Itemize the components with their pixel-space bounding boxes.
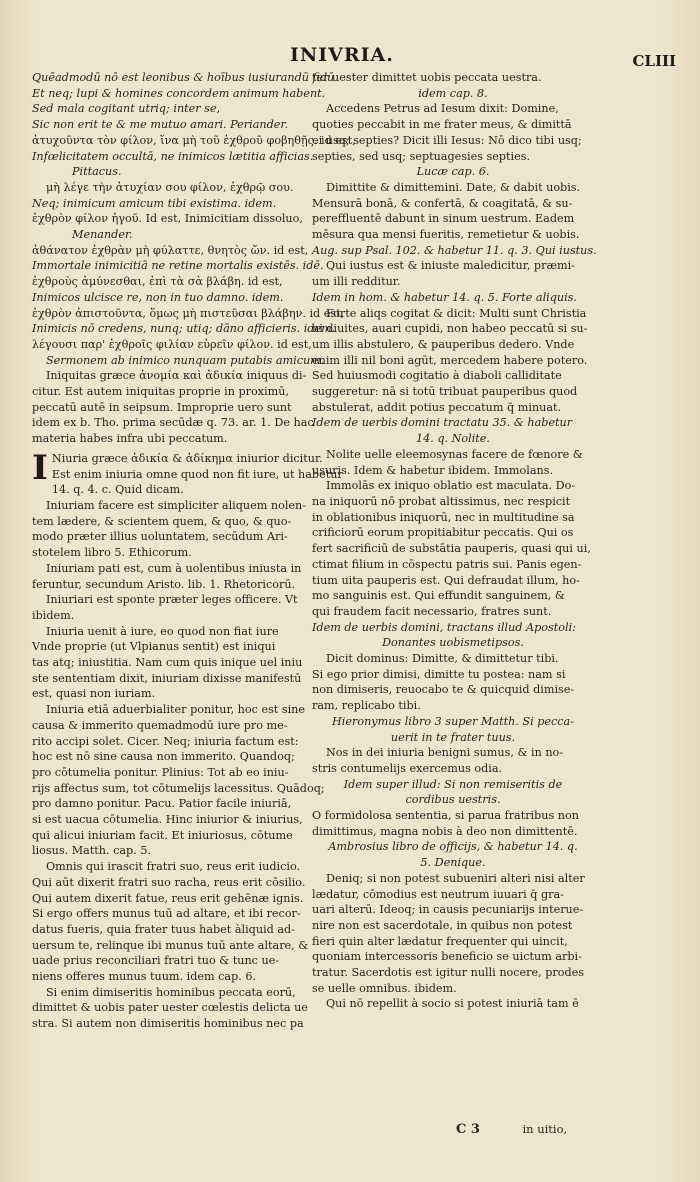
text-line: ctimat filium in cōspectu patris sui. Panis egen- [312,557,582,571]
text-line: feruntur, secundum Aristo. lib. 1. Rhetoricorū. [32,577,296,591]
text-line: mo sanguinis est. Qui effundit sanguinem, & [312,589,565,603]
text-line: quoniam intercessoris beneficio se uictum arbi- [312,950,582,964]
text-line: Vnde proprie (ut Vlpianus sentit) est iniqui [32,640,276,654]
text-line: pereffluentē dabunt in sinum uestrum. Eadem [312,212,575,226]
text-line: Qui autem dixerit fatue, reus erit gehēnæ ignis. [32,891,304,905]
text-line: ἀτυχοῦντα τὸν φίλον, ἵνα μὴ τοῦ ἐχθροῦ φοβηθῇς. id est, [32,133,356,147]
text-line: ἐχθρὸν ἀπιστοῦντα, ὅμως μὴ πιστεῦσαι βλάβην. id est, [32,306,345,320]
text-line: usuris. Idem & habetur ibidem. Immolans. [312,463,554,477]
text-line: Immolās ex iniquo oblatio est maculata. Do- [326,479,576,493]
text-line: ἀθάνατον ἐχθρὰν μὴ φύλαττε, θνητὸς ὤν. id est, [32,243,309,257]
text-line: ibidem. [32,608,75,622]
text-line: modo præter illius uoluntatem, secūdum Ari- [32,530,288,544]
text-line: ste sententiam dixit, iniuriam dixisse manifestū [32,671,302,685]
text-line: Forte aliqs cogitat & dicit: Multi sunt Christia [326,306,587,320]
text-line: tium uita pauperis est. Qui defraudat illum, ho- [312,573,580,587]
text-line: stra. Si autem non dimiseritis hominibus nec pa [32,1017,304,1031]
text-line: stris contumelijs exercemus odia. [312,761,503,775]
text-line: um illi redditur. [312,275,401,289]
text-line: ni diuites, auari cupidi, non habeo peccatū si su- [312,322,588,336]
text-line: Qui iustus est & iniuste maledicitur, præmi- [326,259,575,273]
text-line: Deniq; si non potest subueniri alteri nisi alter [326,871,585,885]
drop-capital: I [32,447,48,488]
text-line: na iniquorū nō probat altissimus, nec respicit [312,494,571,508]
text-line: Infœlicitatem occultā, ne inimicos lætitia afficias. [32,149,314,163]
text-line: ram, replicabo tibi. [312,699,421,713]
folio-number: CLIII [632,52,676,70]
text-line: abstulerat, addit potius peccatum q̄ minuat. [312,400,562,414]
text-line-body: Niuria græce ἀδικία & ἀδίκημα iniurior dicitur. [51,451,323,465]
text-line: Omnis qui irascit fratri suo, reus erit iudicio. [46,860,301,874]
text-line: Sermonem ab inimico nunquam putabis amicum. [46,353,325,367]
text-line: 5. Denique. [420,856,486,870]
text-line: Menander. [72,228,133,242]
text-line: Idem de uerbis domini tractatu 35. & habetur [312,416,573,430]
text-line: mēsura qua mensi fueritis, remetietur & uobis. [312,228,580,242]
text-line: materia habes infra ubi peccatum. [32,432,228,446]
text-line: stotelem libro 5. Ethicorum. [32,546,192,560]
text-line: Mensurā bonā, & confertā, & coagitatā, & su- [312,196,573,210]
text-line: Et neq; lupi & homines concordem animum habent. [32,86,326,100]
text-line: Dicit dominus: Dimitte, & dimittetur tibi. [326,652,559,666]
text-line: Qui aūt dixerit fratri suo racha, reus erit cōsilio. [32,875,306,889]
text-line: non dimiseris, reuocabo te & quicquid dimise- [312,683,575,697]
text-line: qui alicui iniuriam facit. Et iniuriosus, cōtume [32,828,293,842]
text-line: crificiorū eorum propitiabitur peccatis. Qui os [312,526,574,540]
text-line: Qui nō repellit à socio si potest iniuriā tam ē [326,997,579,1011]
text-line: rito accipi solet. Cicer. Neq; iniuria factum est: [32,734,299,748]
text-line: idem ex b. Tho. prima secūdæ q. 73. ar. 1. De hac [32,416,314,430]
text-line: idem cap. 8. [418,86,488,100]
text-line: uerit in te frater tuus. [390,730,516,744]
catchword: in uitio, [522,1122,568,1136]
text-line: fieri quin alter lædatur frequenter qui uincit, [312,934,568,948]
text-line: Dimittite & dimittemini. Date, & dabit uobis. [326,180,581,194]
text-line: ἐχθροὺς ἀμύνεσθαι, ἐπὶ τὰ σὰ βλάβη. id est, [32,275,283,289]
text-line: uari alterū. Ideoq; in causis pecuniarijs interue- [312,903,584,917]
text-line: citur. Est autem iniquitas proprie in proximū, [32,385,290,399]
text-line: Sed huiusmodi cogitatio à diaboli calliditate [312,369,562,383]
text-line: Idem de uerbis domini, tractans illud Apostoli: [312,620,576,634]
text-line: datus fueris, quia frater tuus habet àliquid ad- [32,922,295,936]
right-column [312,70,597,1012]
left-column [32,70,356,1032]
text-line: hoc est nō sine causa non immerito. Quandoq; [32,750,295,764]
text-line: se uelle omnibus. ibidem. [312,981,457,995]
text-line: rijs affectus sum, tot cōtumelijs lacessitus. Quādoq; [32,781,325,795]
text-line: peccatū autē in seipsum. Improprie uero sunt [32,400,292,414]
text-line: Donantes uobismetipsos. [382,636,524,650]
text-line: uersum te, relinque ibi munus tuū ante altare, & [32,938,309,952]
text-line: λέγουσι παρ' ἐχθροῖς φιλίαν εὑρεῖν φίλον. id est, [32,337,312,351]
text-line: cordibus uestris. [405,793,501,807]
text-line: si est uacua cōtumelia. Hinc iniurior & iniurius, [32,813,303,827]
signature-mark: C 3 [456,1122,480,1137]
text-line: Pittacus. [72,165,122,179]
text-line: Lucæ cap. 6. [416,165,490,179]
text-line: Iniquitas græce ἀνομία καὶ ἀδικία iniquus di- [46,369,307,383]
text-line: 14. q. Nolite. [416,432,490,446]
text-line: Nolite uelle eleemosynas facere de fœnore & [326,447,583,461]
text-line: lædatur, cōmodius est neutrum iuuari q̄ gra- [312,887,564,901]
text-line: qui fraudem facit necessario, fratres sunt. [312,604,552,618]
text-line: 14. q. 4. c. Quid dicam. [51,483,184,497]
text-line: est, quasi non iuriam. [32,687,156,701]
text-line: Ambrosius libro de officijs, & habetur 14. q. [328,840,578,854]
text-line: tratur. Sacerdotis est igitur nulli nocere, prodes [312,966,584,980]
text-line: enim illi nil boni agūt, mercedem habere potero. [312,353,588,367]
text-line: Est enim iniuria omne quod non fit iure, ut habetur [51,467,343,481]
text-line: nire non est sacerdotale, in quibus non potest [312,918,573,932]
text-line: septies, sed usq; septuagesies septies. [312,149,531,163]
text-line: Quēadmodū nō est leonibus & hoībus iusiurandū fidū [32,71,335,84]
text-line: Idem in hom. & habetur 14. q. 5. Forte aliquis. [312,290,577,304]
text-line: Inimicis nō credens, nunq; utiq; dāno afficieris. idem. [32,322,336,336]
text-line: μὴ λέγε τὴν ἀτυχίαν σου φίλον, ἐχθρῷ σου. [46,180,294,194]
text-line: Iniuria uenit à iure, eo quod non fiat iure [46,624,279,638]
text-line: ἐχθρὸν φίλον ἡγοῦ. Id est, Inimicitiam dissoluo, [32,212,303,226]
text-line: Iniuria etiā aduerbialiter ponitur, hoc est sine [46,703,306,717]
text-line: Si ergo offers munus tuū ad altare, et ibi recor- [32,907,301,921]
text-line: O formidolosa sententia, si parua fratribus non [312,809,579,823]
text-line: uade prius reconciliari fratri tuo & tunc ue- [32,954,280,968]
text-line: causa & immerito quemadmodū iure pro me- [32,718,288,732]
signature-and-catchword [456,1122,656,1137]
text-line: Iniuriam facere est simpliciter aliquem nolen- [46,498,307,512]
page-header [0,44,700,72]
text-line: Inimicos ulcisce re, non in tuo damno. idem. [32,290,284,304]
text-line: Immortale inimicitiā ne retine mortalis existēs. idē. [32,259,324,273]
running-title: INIVRIA. [290,44,394,66]
text-line: Sed mala cogitant utriq; inter se, [32,102,221,116]
text-line: Iniuriari est sponte præter leges officere. Vt [46,593,298,607]
text-line: Iniuriam pati est, cum à uolentibus iniusta in [46,561,302,575]
text-line: um illis abstulero, & pauperibus dedero. Vnde [312,337,575,351]
text-line: tas atq; iniustitia. Nam cum quis inique uel iniu [32,656,303,670]
text-line: Idem super illud: Si non remiseritis de [343,777,563,791]
text-line: pro cōtumelia ponitur. Plinius: Tot ab eo iniu- [32,765,289,779]
text-line: quoties peccabit in me frater meus, & dimittā [312,118,572,132]
text-line: liosus. Matth. cap. 5. [32,844,152,858]
text-line: Si enim dimiseritis hominibus peccata eorū, [46,985,296,999]
text-line: tem lædere, & scientem quem, & quo, & quo- [32,514,292,528]
text-line: Si ego prior dimisi, dimitte tu postea: nam si [312,667,566,681]
text-line: dimittet & uobis pater uester cœlestis delicta ue [32,1001,308,1015]
text-line: ter uester dimittet uobis peccata uestra. [312,71,542,84]
text-line: Sic non erit te & me mutuo amari. Periander. [32,118,289,132]
text-line: Neq; inimicum amicum tibi existima. idem. [32,196,277,210]
text-line: Nos in dei iniuria benigni sumus, & in no- [326,746,564,760]
text-line: dimittimus, magna nobis à deo non dimittentē. [312,824,578,838]
text-line: Hieronymus libro 3 super Matth. Si pecca- [332,714,574,728]
text-line: niens offeres munus tuum. idem cap. 6. [32,970,257,984]
text-line: Accedens Petrus ad Iesum dixit: Domine, [326,102,559,116]
text-line: fert sacrificiū de substātia pauperis, quasi qui ui, [312,542,591,556]
text-line: suggeretur: nā si totū tribuat pauperibus quod [312,385,578,399]
text-line: pro damno ponitur. Pacu. Patior facile iniuriā, [32,797,292,811]
text-line: Aug. sup Psal. 102. & habetur 11. q. 3. Qui iustus. [312,243,597,257]
text-line: ei usq; septies? Dicit illi Iesus: Nō dico tibi usq; [312,133,582,147]
text-line: in oblationibus iniquorū, nec in multitudine sa [312,510,575,524]
